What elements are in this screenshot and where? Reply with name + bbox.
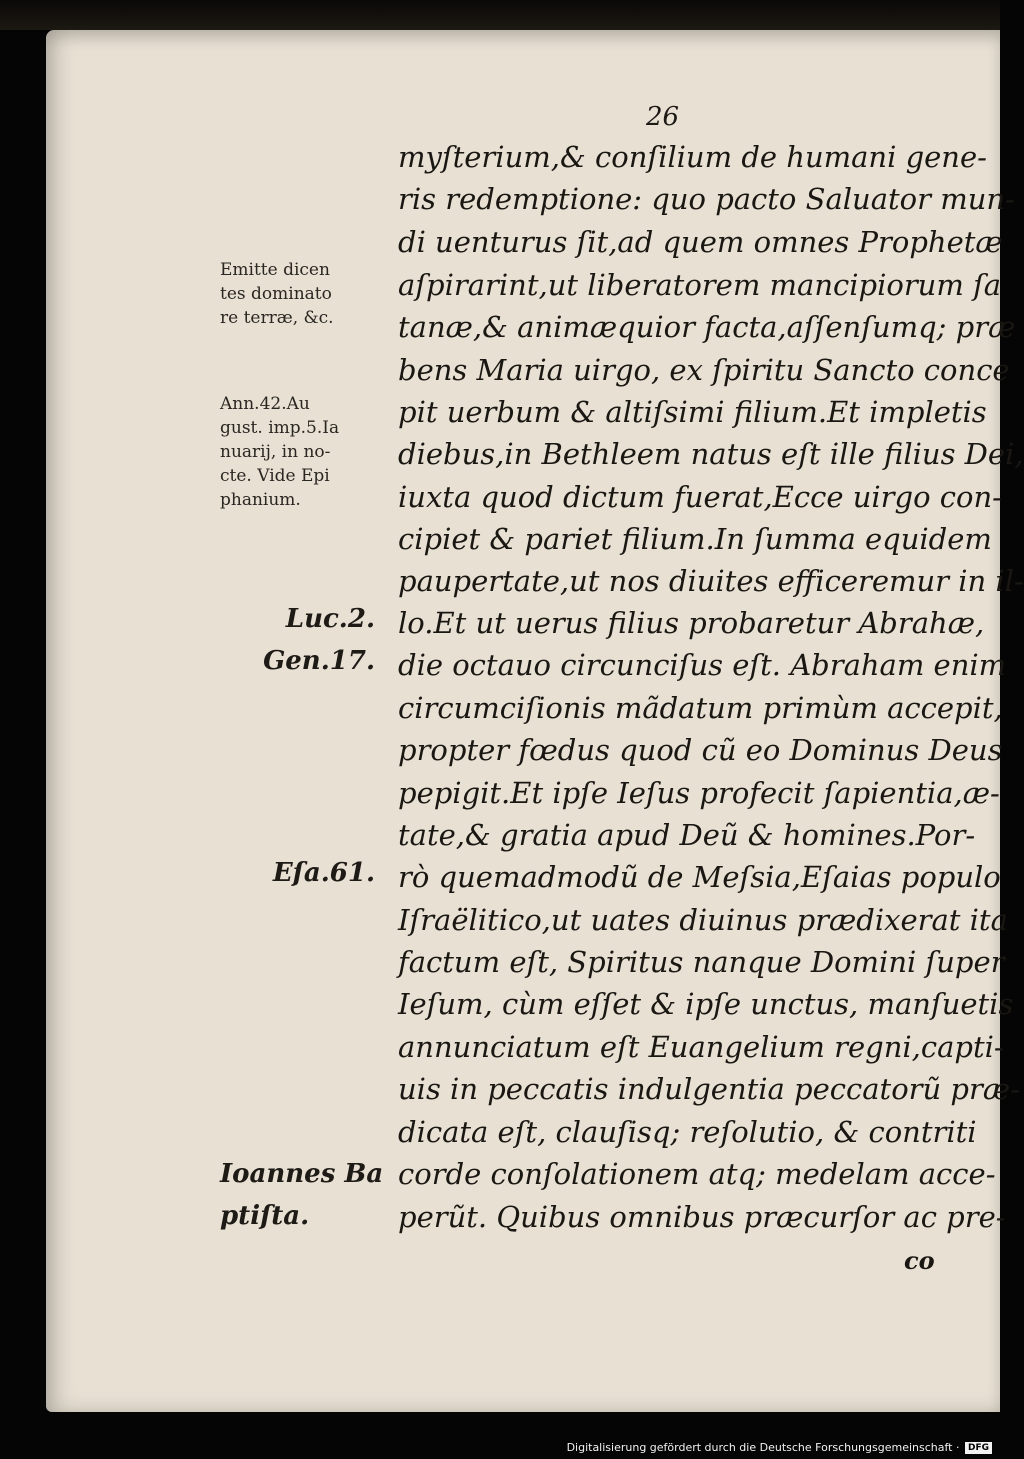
text-line: dicata eſt, clauſisq; reſolutio, & contriti: [398, 1115, 977, 1149]
text-line: tate,& gratia apud Deũ & homines.Por-: [398, 818, 976, 852]
margin-note-line: Emitte dicen: [220, 260, 330, 280]
text-line: tanæ,& animæquior facta,aſſenſumq; præ: [398, 310, 1016, 344]
text-line: cipiet & pariet filium.In ſumma equidem: [398, 522, 992, 556]
text-line: diebus,in Bethleem natus eſt ille filius Dei,: [398, 437, 1024, 471]
text-line: uis in peccatis indulgentia peccatorũ præ-: [398, 1072, 1020, 1106]
text-line: propter fœdus quod cũ eo Dominus Deus: [398, 733, 1003, 767]
margin-note-line: nuarij, in no-: [220, 442, 331, 462]
text-line: ris redemptione: quo pacto Saluator mun-: [398, 182, 1015, 216]
page-number: 26: [646, 102, 680, 132]
margin-note-line: Eſa.61.: [272, 858, 375, 888]
margin-note-annus: [220, 392, 380, 512]
margin-note-line: Luc.2.: [285, 604, 375, 634]
margin-note-line: re terræ, &c.: [220, 308, 334, 328]
text-line: die octauo circunciſus eſt. Abraham enim: [398, 648, 1007, 682]
margin-note-luc: [220, 598, 375, 640]
margin-note-line: Ann.42.Au: [220, 394, 310, 414]
text-line: Ieſum, cùm eſſet & ipſe unctus, manſuetis: [398, 987, 1014, 1021]
text-line: pepigit.Et ipſe Ieſus profecit ſapientia,æ-: [398, 776, 1000, 810]
margin-note-line: gust. imp.5.Ia: [220, 418, 340, 438]
dfg-logo: DFG: [965, 1442, 992, 1454]
margin-note-emitte: [220, 258, 380, 330]
text-line: lo.Et ut uerus filius probaretur Abrahæ,: [398, 606, 985, 640]
text-line: di uenturus ſit,ad quem omnes Prophetæ: [398, 225, 1003, 259]
margin-note-gen: [220, 640, 375, 682]
text-line: corde conſolationem atq; medelam acce-: [398, 1157, 996, 1191]
margin-note-ioannes: [220, 1153, 384, 1237]
text-line: pit uerbum & altiſsimi filium.Et impletis: [398, 395, 987, 429]
margin-note-line: phanium.: [220, 490, 301, 510]
text-line: iuxta quod dictum fuerat,Ecce uirgo con-: [398, 480, 1002, 514]
text-line: bens Maria uirgo, ex ſpiritu Sancto conce: [398, 353, 1010, 387]
margin-note-line: ptiſta.: [220, 1201, 310, 1231]
margin-note-esa: [220, 852, 375, 894]
margin-note-line: cte. Vide Epi: [220, 466, 330, 486]
text-line: annunciatum eſt Euangelium regni,capti-: [398, 1030, 1004, 1064]
text-line: rò quemadmodũ de Meſsia,Eſaias populo: [398, 860, 1001, 894]
catchword: co: [904, 1246, 935, 1275]
credit-text: Digitalisierung gefördert durch die Deutsche Forschungsgemeinschaft ·: [566, 1441, 960, 1454]
text-line: myſterium,& conſilium de humani gene-: [398, 140, 987, 174]
text-line: Iſraëlitico,ut uates diuinus prædixerat ita: [398, 903, 1008, 937]
digitization-credit: [560, 1440, 992, 1456]
margin-note-line: Gen.17.: [263, 646, 375, 676]
text-line: aſpirarint,ut liberatorem mancipiorum ſa: [398, 268, 1002, 302]
text-line: perũt. Quibus omnibus præcurſor ac pre-: [398, 1200, 1006, 1234]
book-edge: [0, 0, 1000, 30]
margin-note-line: tes dominato: [220, 284, 332, 304]
text-line: circumciſionis mãdatum primùm accepit,: [398, 691, 1003, 725]
text-line: paupertate,ut nos diuites efficeremur in il-: [398, 564, 1024, 598]
text-line: factum eſt, Spiritus nanque Domini ſuper: [398, 945, 1005, 979]
margin-note-line: Ioannes Ba: [220, 1159, 384, 1189]
